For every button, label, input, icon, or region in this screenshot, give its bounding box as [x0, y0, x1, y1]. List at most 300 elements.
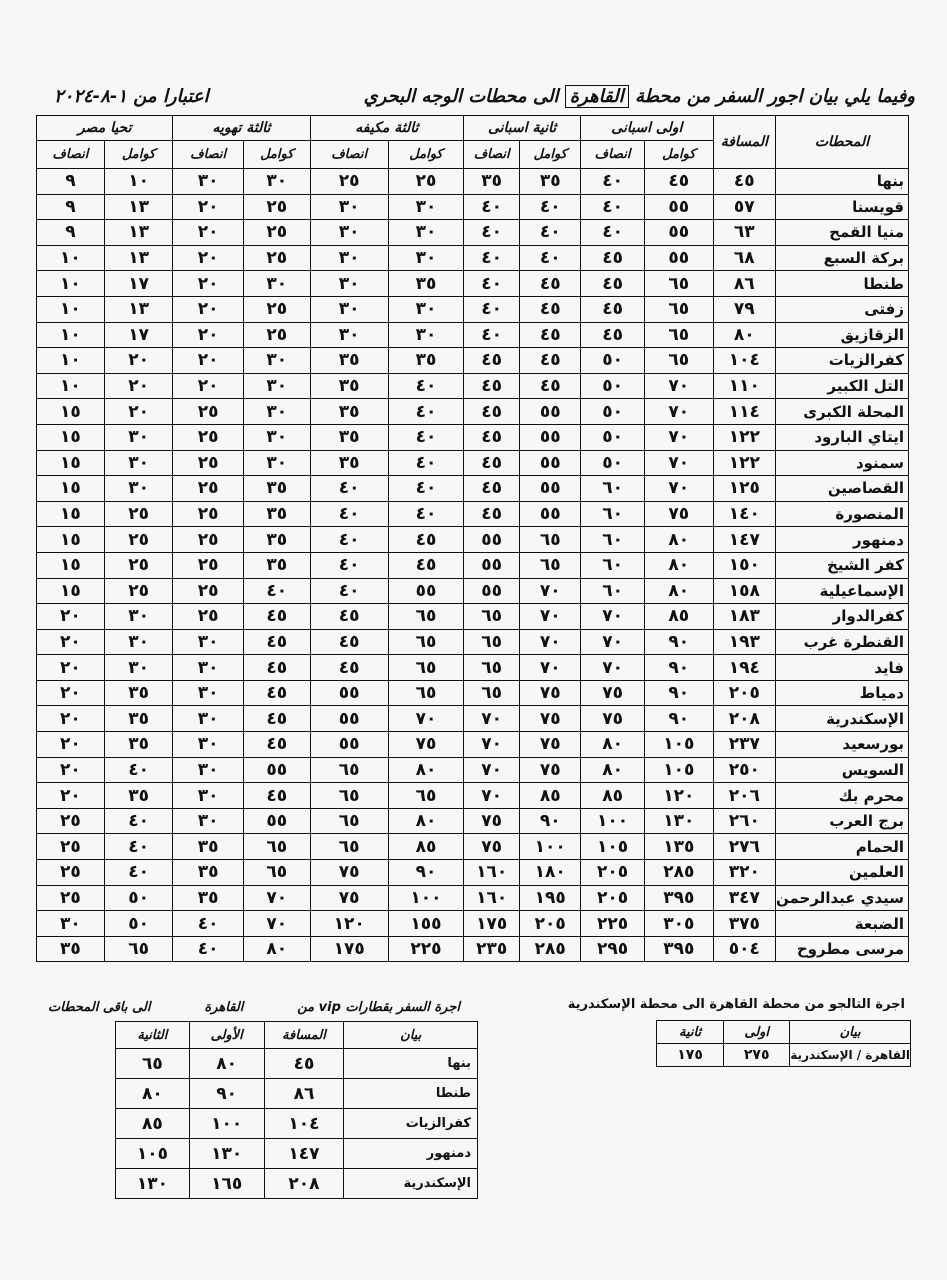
value-cell: ٣٥	[310, 399, 388, 425]
value-cell: ١٣	[104, 296, 173, 322]
value-cell: ٤٥	[243, 604, 310, 630]
value-cell: ٩٠	[645, 655, 714, 681]
value-cell: ٧٥	[581, 680, 645, 706]
value-cell: ٥٥	[310, 732, 388, 758]
value-cell: ٢٠	[37, 706, 105, 732]
station-name-cell: السويس	[775, 757, 908, 783]
value-cell: ١٩٥	[520, 885, 581, 911]
value-cell: ٤٠	[520, 220, 581, 246]
value-cell: ٤٠	[388, 450, 463, 476]
station-column-header: المحطات	[775, 116, 908, 169]
station-name-cell: زفتى	[775, 296, 908, 322]
value-cell: ٧٥	[520, 706, 581, 732]
value-cell: ٥٥	[520, 450, 581, 476]
value-cell: ٤٥	[581, 245, 645, 271]
value-cell: ٤٥	[520, 373, 581, 399]
value-cell: ٤٥	[243, 783, 310, 809]
value-cell: ٨٠	[388, 757, 463, 783]
class-header: تحيا مصر	[37, 116, 173, 141]
value-cell: ٣٩٥	[645, 936, 714, 962]
value-cell: ٤٥	[520, 271, 581, 297]
value-cell: ٥٠	[581, 424, 645, 450]
value-cell: ٤٠	[310, 527, 388, 553]
fare-row	[37, 450, 909, 476]
value-cell: ٣٠	[173, 757, 244, 783]
value-cell: ٢٢٥	[581, 911, 645, 937]
full-fare-header: كوامل	[243, 141, 310, 169]
value-cell: ٤٥	[464, 348, 520, 374]
value-cell: ٣٥	[243, 527, 310, 553]
value-cell: ٦٥	[645, 296, 714, 322]
value-cell: ٦٥	[243, 860, 310, 886]
value-cell: ٣٥	[310, 373, 388, 399]
full-fare-header: كوامل	[520, 141, 581, 169]
value-cell: ٧٥	[520, 680, 581, 706]
station-name-cell: بنها	[344, 1049, 478, 1079]
value-cell: ١١٠	[713, 373, 775, 399]
fare-row	[37, 194, 909, 220]
value-cell: ٤٠	[104, 860, 173, 886]
value-cell: ٢٠	[173, 296, 244, 322]
value-cell: ٤٠	[388, 399, 463, 425]
vip-title-right: الى باقى المحطات	[48, 1000, 151, 1015]
value-cell: ٢٥	[243, 220, 310, 246]
value-cell: ٦٣	[713, 220, 775, 246]
value-cell: ٣٥	[243, 476, 310, 502]
value-cell: ٧٠	[464, 757, 520, 783]
value-cell: ٢٥٠	[713, 757, 775, 783]
value-cell: ٩٠	[645, 629, 714, 655]
value-cell: ٤٥	[310, 629, 388, 655]
class-header: ثالثة مكيفه	[310, 116, 464, 141]
value-cell: ٢٥	[104, 501, 173, 527]
value-cell: ٤٥	[310, 655, 388, 681]
value-cell: ٤٠	[310, 552, 388, 578]
value-cell: ٧٥	[645, 501, 714, 527]
station-name-cell: سمنود	[775, 450, 908, 476]
value-cell: ١٢٢	[713, 450, 775, 476]
vip-header-row	[116, 1022, 478, 1049]
value-cell: ٢٣٥	[464, 936, 520, 962]
value-cell: ٣٠	[173, 732, 244, 758]
value-cell: ٤٠	[243, 578, 310, 604]
value-cell: ٢٠	[173, 373, 244, 399]
value-cell: ٣٥	[104, 783, 173, 809]
value-cell: ٢٥	[37, 808, 105, 834]
fare-row	[37, 911, 909, 937]
value-cell: ٨٠	[243, 936, 310, 962]
value-cell: ٥٥	[243, 757, 310, 783]
value-cell: ٢٠	[173, 322, 244, 348]
value-cell: ٥٥	[388, 578, 463, 604]
value-cell: ٤٥	[713, 169, 775, 195]
station-name-cell: بركة السبع	[775, 245, 908, 271]
value-cell: ٤٥	[645, 169, 714, 195]
talgo-body	[657, 1044, 911, 1067]
vip-title-left: اجرة السفر بقطارات vip من	[297, 1000, 460, 1015]
value-cell: ٨٦	[713, 271, 775, 297]
value-cell: ٢٥	[37, 885, 105, 911]
value-cell: ٧٠	[581, 604, 645, 630]
title-prefix: وفيما يلي بيان اجور السفر من محطة	[634, 86, 915, 107]
value-cell: ١٦٥	[189, 1169, 264, 1199]
talgo-header-cell: بيان	[790, 1021, 911, 1044]
value-cell: ٤٠	[104, 834, 173, 860]
value-cell: ٣٠	[388, 220, 463, 246]
station-name-cell: كفرالزيات	[344, 1109, 478, 1139]
station-name-cell: المحلة الكبرى	[775, 399, 908, 425]
value-cell: ٦٥	[388, 629, 463, 655]
value-cell: ٨٥	[116, 1109, 190, 1139]
value-cell: ٦٠	[581, 476, 645, 502]
value-cell: ٢٠	[104, 399, 173, 425]
value-cell: ٢٥	[173, 604, 244, 630]
value-cell: ٣٠	[243, 271, 310, 297]
class-header: ثالثة تهويه	[173, 116, 310, 141]
vip-header-cell: المسافة	[264, 1022, 344, 1049]
fare-row	[37, 629, 909, 655]
value-cell: ٢٠	[37, 655, 105, 681]
value-cell: ٦٠	[581, 578, 645, 604]
value-cell: ٦٥	[520, 552, 581, 578]
value-cell: ١٣٠	[189, 1139, 264, 1169]
full-fare-header: كوامل	[104, 141, 173, 169]
station-name-cell: الإسكندرية	[344, 1169, 478, 1199]
value-cell: ٣٠	[243, 169, 310, 195]
value-cell: ٨٠	[581, 732, 645, 758]
value-cell: ٢٥	[388, 169, 463, 195]
station-name-cell: بنها	[775, 169, 908, 195]
value-cell: ٥٥	[520, 476, 581, 502]
value-cell: ٢٥	[243, 296, 310, 322]
fare-row	[37, 322, 909, 348]
value-cell: ٥٠	[104, 885, 173, 911]
value-cell: ٤٥	[388, 527, 463, 553]
value-cell: ٣٠	[104, 629, 173, 655]
value-cell: ٥٥	[645, 245, 714, 271]
station-name-cell: دمياط	[775, 680, 908, 706]
station-name-cell: سيدي عبدالرحمن	[775, 885, 908, 911]
value-cell: ٣٠	[173, 655, 244, 681]
station-name-cell: محرم بك	[775, 783, 908, 809]
value-cell: ٣٥	[104, 706, 173, 732]
value-cell: ٥٥	[520, 501, 581, 527]
value-cell: ٦٥	[645, 322, 714, 348]
value-cell: ٤٠	[464, 194, 520, 220]
value-cell: ٦٥	[388, 680, 463, 706]
value-cell: ٤٠	[581, 220, 645, 246]
value-cell: ٣٥	[104, 680, 173, 706]
value-cell: ١٥	[37, 501, 105, 527]
fare-row	[37, 578, 909, 604]
value-cell: ١٠٠	[581, 808, 645, 834]
value-cell: ٥٥	[645, 220, 714, 246]
value-cell: ٩	[37, 169, 105, 195]
value-cell: ١٦٠	[464, 885, 520, 911]
vip-row	[116, 1049, 478, 1079]
value-cell: ٩٠	[645, 706, 714, 732]
fare-row	[37, 373, 909, 399]
value-cell: ٤٥	[464, 424, 520, 450]
fare-row	[37, 169, 909, 195]
value-cell: ٥٠	[581, 373, 645, 399]
distance-column-header: المسافة	[713, 116, 775, 169]
value-cell: ٥٠	[104, 911, 173, 937]
value-cell: ١٩٤	[713, 655, 775, 681]
value-cell: ٢٠	[37, 757, 105, 783]
value-cell: ٣٧٥	[713, 911, 775, 937]
value-cell: ٢٠٥	[581, 860, 645, 886]
value-cell: ٢٥	[243, 322, 310, 348]
value-cell: ٢٥	[37, 860, 105, 886]
value-cell: ١٧	[104, 322, 173, 348]
half-fare-header: انصاف	[37, 141, 105, 169]
value-cell: ٣٥	[243, 552, 310, 578]
value-cell: ٧٠	[464, 732, 520, 758]
value-cell: ٤٠	[388, 373, 463, 399]
value-cell: ٣٠	[388, 296, 463, 322]
value-cell: ٤٠	[388, 476, 463, 502]
fare-row	[37, 220, 909, 246]
value-cell: ٥٥	[464, 527, 520, 553]
station-name-cell: القصاصين	[775, 476, 908, 502]
value-cell: ٥٠	[581, 348, 645, 374]
station-name-cell: القنطرة غرب	[775, 629, 908, 655]
value-cell: ٤٠	[464, 271, 520, 297]
value-cell: ١٠	[37, 296, 105, 322]
value-cell: ٢٠٨	[264, 1169, 344, 1199]
value-cell: ٣٥	[310, 348, 388, 374]
value-cell: ٨٠	[581, 757, 645, 783]
fare-row	[37, 757, 909, 783]
value-cell: ٣٠	[104, 655, 173, 681]
value-cell: ٣٥	[310, 450, 388, 476]
value-cell: ٥٥	[243, 808, 310, 834]
station-name-cell: ايتاي البارود	[775, 424, 908, 450]
value-cell: ٤٥	[581, 322, 645, 348]
value-cell: ٢٠	[37, 732, 105, 758]
station-name-cell: فايد	[775, 655, 908, 681]
value-cell: ٦٥	[104, 936, 173, 962]
value-cell: ٢٥	[173, 399, 244, 425]
value-cell: ٥٥	[645, 194, 714, 220]
value-cell: ١٠	[37, 245, 105, 271]
value-cell: ٧٥	[388, 732, 463, 758]
value-cell: ١٤٧	[264, 1139, 344, 1169]
fare-row	[37, 834, 909, 860]
vip-fares-table	[115, 1021, 478, 1199]
value-cell: ١٥	[37, 399, 105, 425]
value-cell: ٢٠	[104, 348, 173, 374]
value-cell: ٢٨٥	[520, 936, 581, 962]
talgo-header-cell: اولى	[724, 1021, 790, 1044]
value-cell: ٣٥	[104, 732, 173, 758]
value-cell: ٢٥	[104, 578, 173, 604]
value-cell: ٥٥	[464, 578, 520, 604]
talgo-title: اجرة التالجو من محطة القاهرة الى محطة الإسكندرية	[567, 997, 905, 1012]
value-cell: ٢٥	[104, 527, 173, 553]
fare-row	[37, 296, 909, 322]
value-cell: ٨٠	[645, 527, 714, 553]
vip-row	[116, 1139, 478, 1169]
fares-table	[36, 115, 909, 962]
value-cell: ١٥٨	[713, 578, 775, 604]
value-cell: ٤٥	[264, 1049, 344, 1079]
half-fare-header: انصاف	[581, 141, 645, 169]
value-cell: ١٠	[104, 169, 173, 195]
half-fare-header: انصاف	[464, 141, 520, 169]
value-cell: ١٧٥	[657, 1044, 724, 1067]
value-cell: ٣٥	[243, 501, 310, 527]
value-cell: ٤٥	[243, 732, 310, 758]
value-cell: ١٠	[37, 271, 105, 297]
fare-row	[37, 476, 909, 502]
value-cell: ١٠٤	[713, 348, 775, 374]
value-cell: ٣٠	[388, 245, 463, 271]
value-cell: ٦٥	[645, 271, 714, 297]
value-cell: ٥٥	[310, 680, 388, 706]
value-cell: ٤٥	[464, 373, 520, 399]
value-cell: ٧٠	[520, 655, 581, 681]
value-cell: ٢٣٧	[713, 732, 775, 758]
station-name-cell: القاهرة / الإسكندرية	[790, 1044, 911, 1067]
station-name-cell: كفر الشيخ	[775, 552, 908, 578]
value-cell: ٨٠	[645, 578, 714, 604]
value-cell: ٨٦	[264, 1079, 344, 1109]
value-cell: ٤٥	[464, 501, 520, 527]
fare-row	[37, 655, 909, 681]
value-cell: ٤٠	[104, 808, 173, 834]
fare-row	[37, 604, 909, 630]
value-cell: ٧٠	[645, 450, 714, 476]
value-cell: ٧٩	[713, 296, 775, 322]
value-cell: ٤٥	[520, 296, 581, 322]
fare-row	[37, 552, 909, 578]
value-cell: ١٨٠	[520, 860, 581, 886]
value-cell: ٢٠٥	[713, 680, 775, 706]
value-cell: ٦٥	[464, 604, 520, 630]
value-cell: ٨٠	[116, 1079, 190, 1109]
value-cell: ٤٠	[464, 245, 520, 271]
value-cell: ٦٥	[388, 783, 463, 809]
effective-date: اعتبارا من ١-٨-٢٠٢٤	[54, 86, 209, 107]
value-cell: ٣٥	[37, 936, 105, 962]
value-cell: ٧٠	[520, 604, 581, 630]
value-cell: ٣٢٠	[713, 860, 775, 886]
station-name-cell: دمنهور	[344, 1139, 478, 1169]
value-cell: ٨٠	[645, 552, 714, 578]
value-cell: ٢٥	[173, 578, 244, 604]
value-cell: ١٠٠	[189, 1109, 264, 1139]
station-name-cell: العلمين	[775, 860, 908, 886]
value-cell: ٤٠	[173, 936, 244, 962]
value-cell: ٣٠	[310, 245, 388, 271]
value-cell: ٧٥	[520, 757, 581, 783]
value-cell: ٣٩٥	[645, 885, 714, 911]
value-cell: ٢٨٥	[645, 860, 714, 886]
value-cell: ٢٠	[173, 271, 244, 297]
value-cell: ٢٠٦	[713, 783, 775, 809]
value-cell: ٣٠	[173, 169, 244, 195]
value-cell: ٦٠	[581, 552, 645, 578]
value-cell: ٩٠	[388, 860, 463, 886]
value-cell: ٤٠	[388, 501, 463, 527]
value-cell: ٢٠	[173, 245, 244, 271]
value-cell: ٤٠	[464, 220, 520, 246]
value-cell: ٤٠	[464, 322, 520, 348]
value-cell: ٩٠	[189, 1079, 264, 1109]
value-cell: ٣٠	[310, 271, 388, 297]
value-cell: ٢٠	[37, 783, 105, 809]
station-name-cell: طنطا	[344, 1079, 478, 1109]
value-cell: ٧٠	[645, 399, 714, 425]
value-cell: ٩	[37, 194, 105, 220]
fare-row	[37, 245, 909, 271]
vip-title	[48, 1000, 460, 1015]
value-cell: ٦٥	[116, 1049, 190, 1079]
value-cell: ٤٠	[520, 245, 581, 271]
value-cell: ٦٥	[310, 834, 388, 860]
value-cell: ١٢٥	[713, 476, 775, 502]
value-cell: ٦٥	[310, 808, 388, 834]
value-cell: ٣٠	[173, 680, 244, 706]
station-name-cell: الضبعة	[775, 911, 908, 937]
value-cell: ٧٠	[581, 655, 645, 681]
value-cell: ٢٥	[173, 450, 244, 476]
value-cell: ١٥٠	[713, 552, 775, 578]
value-cell: ٤٠	[520, 194, 581, 220]
vip-header-cell: الثانية	[116, 1022, 190, 1049]
value-cell: ٧٠	[243, 885, 310, 911]
value-cell: ٤٥	[520, 322, 581, 348]
value-cell: ٣٠	[104, 450, 173, 476]
station-name-cell: الحمام	[775, 834, 908, 860]
value-cell: ٤٥	[464, 476, 520, 502]
value-cell: ٧٠	[645, 424, 714, 450]
value-cell: ٣٥	[464, 169, 520, 195]
class-header: اولى اسبانى	[581, 116, 713, 141]
value-cell: ١٠٥	[645, 757, 714, 783]
station-name-cell: الزقازيق	[775, 322, 908, 348]
station-name-cell: دمنهور	[775, 527, 908, 553]
vip-row	[116, 1079, 478, 1109]
value-cell: ٦٠	[581, 527, 645, 553]
value-cell: ٢٠	[37, 604, 105, 630]
value-cell: ٥٠	[581, 399, 645, 425]
vip-row	[116, 1109, 478, 1139]
value-cell: ٤٠	[581, 169, 645, 195]
value-cell: ٧٥	[520, 732, 581, 758]
fare-row	[37, 501, 909, 527]
talgo-row	[657, 1044, 911, 1067]
value-cell: ٣٠	[243, 399, 310, 425]
value-cell: ٧٠	[464, 783, 520, 809]
value-cell: ٧٥	[310, 860, 388, 886]
value-cell: ١٢٠	[310, 911, 388, 937]
value-cell: ٣٥	[173, 860, 244, 886]
value-cell: ٥٥	[310, 706, 388, 732]
value-cell: ٦٥	[464, 629, 520, 655]
value-cell: ٣٠	[310, 296, 388, 322]
station-name-cell: برج العرب	[775, 808, 908, 834]
origin-station-box: القاهرة	[565, 85, 629, 108]
station-name-cell: كفرالزيات	[775, 348, 908, 374]
value-cell: ١٨٣	[713, 604, 775, 630]
station-name-cell: الإسماعيلية	[775, 578, 908, 604]
value-cell: ٣٠	[104, 604, 173, 630]
value-cell: ٧٠	[520, 629, 581, 655]
value-cell: ٢٥	[37, 834, 105, 860]
